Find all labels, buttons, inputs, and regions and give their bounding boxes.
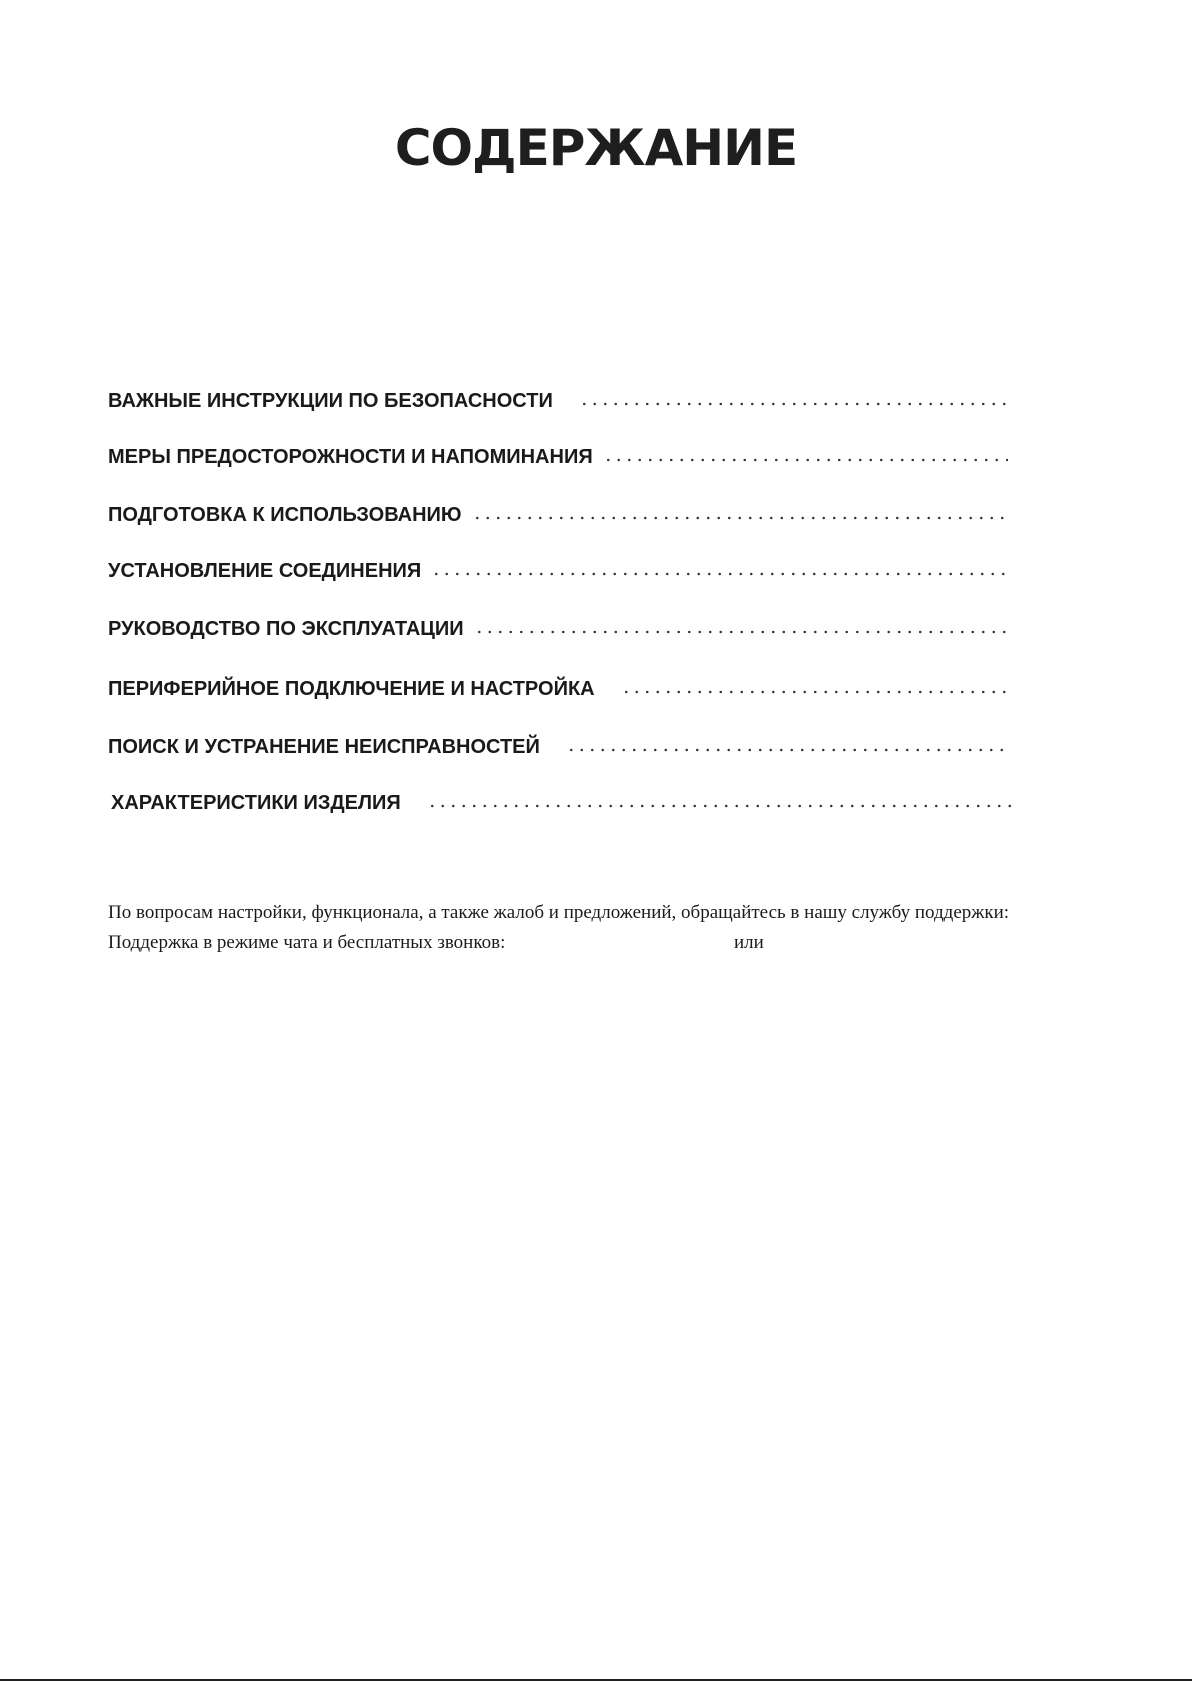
bottom-divider — [0, 1679, 1192, 1681]
toc-item-label: ПОИСК И УСТРАНЕНИЕ НЕИСПРАВНОСТЕЙ — [108, 736, 540, 758]
toc-item[interactable] — [108, 730, 1008, 760]
support-contact-label: Поддержка в режиме чата и бесплатных звонков: — [108, 932, 506, 953]
toc-item-label: УСТАНОВЛЕНИЕ СОЕДИНЕНИЯ — [108, 560, 422, 582]
toc-item-label: ПОДГОТОВКА К ИСПОЛЬЗОВАНИЮ — [108, 504, 462, 526]
support-contact-line — [108, 928, 1108, 958]
toc-item[interactable] — [111, 786, 1011, 816]
toc-item-label: ВАЖНЫЕ ИНСТРУКЦИИ ПО БЕЗОПАСНОСТИ — [108, 390, 553, 412]
toc-item-label: ХАРАКТЕРИСТИКИ ИЗДЕЛИЯ — [111, 792, 401, 814]
page-title: СОДЕРЖАНИЕ — [394, 119, 798, 177]
toc-dot-leader — [579, 400, 1008, 408]
support-text-line: По вопросам настройки, функционала, а также жалоб и предложений, обращайтесь в нашу службу поддержки: — [108, 902, 1010, 923]
toc-dot-leader — [566, 746, 1008, 754]
toc-item[interactable] — [108, 498, 1008, 528]
support-info — [108, 898, 1108, 958]
toc-dot-leader — [431, 570, 1008, 578]
toc-item-label: МЕРЫ ПРЕДОСТОРОЖНОСТИ И НАПОМИНАНИЯ — [108, 446, 593, 468]
toc-dot-leader — [427, 802, 1011, 810]
toc-item[interactable] — [108, 440, 1008, 470]
toc-item[interactable] — [108, 384, 1008, 414]
toc-item[interactable] — [108, 612, 1008, 642]
toc-item-label: РУКОВОДСТВО ПО ЭКСПЛУАТАЦИИ — [108, 618, 464, 640]
toc-dot-leader — [603, 456, 1008, 464]
support-or-text: или — [734, 932, 764, 953]
toc-dot-leader — [621, 688, 1008, 696]
toc-dot-leader — [472, 514, 1008, 522]
toc-item-label: ПЕРИФЕРИЙНОЕ ПОДКЛЮЧЕНИЕ И НАСТРОЙКА — [108, 678, 595, 700]
toc-item[interactable] — [108, 672, 1008, 702]
toc-dot-leader — [474, 628, 1008, 636]
toc-item[interactable] — [108, 554, 1008, 584]
